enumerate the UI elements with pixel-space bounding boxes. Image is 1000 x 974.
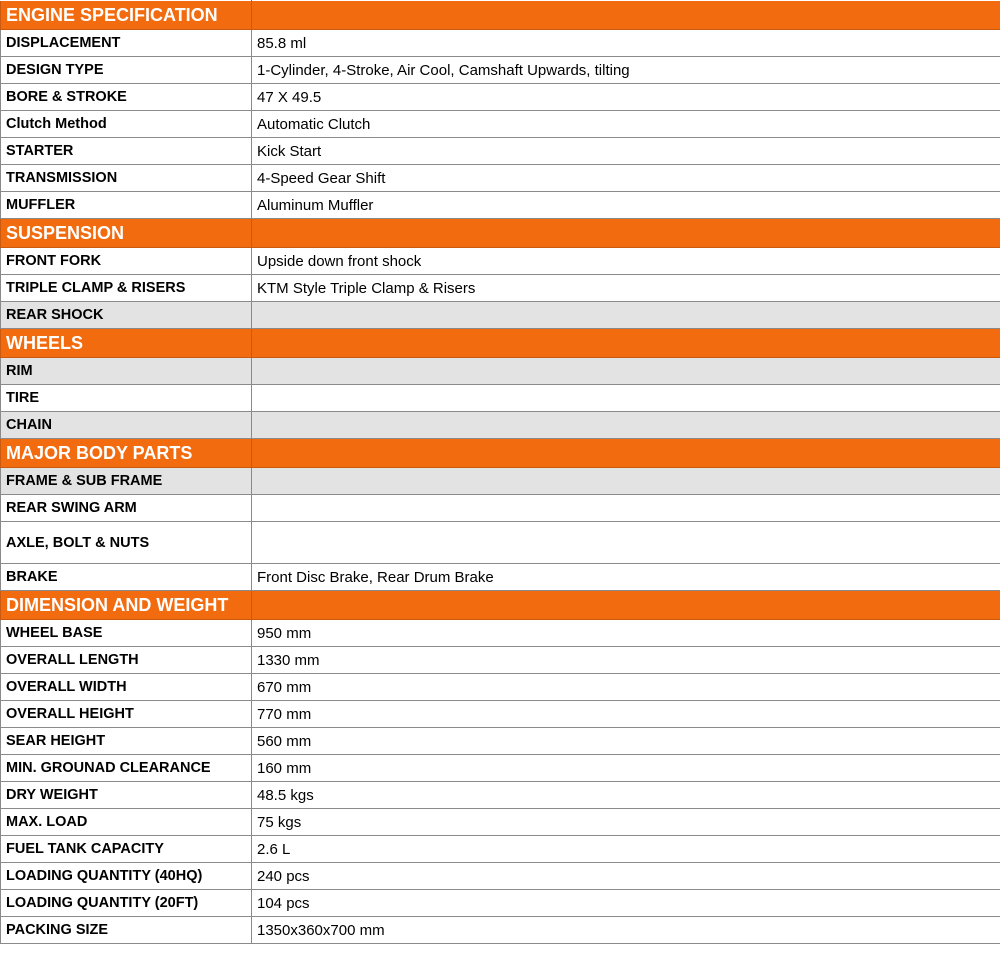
spec-value: 950 mm	[252, 620, 1000, 647]
spec-value: 75 kgs	[252, 809, 1000, 836]
section-header	[1, 219, 1000, 248]
spec-row	[1, 917, 1000, 944]
spec-row	[1, 863, 1000, 890]
section-title: ENGINE SPECIFICATION	[1, 1, 252, 30]
spec-value	[252, 358, 1000, 385]
spec-row	[1, 84, 1000, 111]
spec-value: 240 pcs	[252, 863, 1000, 890]
spec-label: CHAIN	[1, 412, 252, 439]
spec-row	[1, 30, 1000, 57]
spec-row	[1, 138, 1000, 165]
spec-row	[1, 57, 1000, 84]
spec-label: LOADING QUANTITY (20FT)	[1, 890, 252, 917]
spec-row	[1, 647, 1000, 674]
spec-label: FRONT FORK	[1, 248, 252, 275]
spec-row	[1, 564, 1000, 591]
spec-value: Aluminum Muffler	[252, 192, 1000, 219]
spec-label: OVERALL LENGTH	[1, 647, 252, 674]
spec-row	[1, 620, 1000, 647]
spec-table-body	[1, 1, 1000, 944]
spec-value: 160 mm	[252, 755, 1000, 782]
spec-label: Clutch Method	[1, 111, 252, 138]
spec-row	[1, 701, 1000, 728]
spec-label: FUEL TANK CAPACITY	[1, 836, 252, 863]
section-title: WHEELS	[1, 329, 252, 358]
spec-label: MAX. LOAD	[1, 809, 252, 836]
spec-value: KTM Style Triple Clamp & Risers	[252, 275, 1000, 302]
spec-value: Automatic Clutch	[252, 111, 1000, 138]
spec-value	[252, 495, 1000, 522]
spec-row	[1, 836, 1000, 863]
spec-label: REAR SWING ARM	[1, 495, 252, 522]
spec-row	[1, 192, 1000, 219]
spec-label: DISPLACEMENT	[1, 30, 252, 57]
spec-label: TRIPLE CLAMP & RISERS	[1, 275, 252, 302]
spec-label: MUFFLER	[1, 192, 252, 219]
section-header-blank	[252, 591, 1000, 620]
spec-label: TIRE	[1, 385, 252, 412]
spec-value: Kick Start	[252, 138, 1000, 165]
section-header-blank	[252, 439, 1000, 468]
spec-row	[1, 674, 1000, 701]
spec-label: BRAKE	[1, 564, 252, 591]
spec-value	[252, 302, 1000, 329]
section-header-blank	[252, 329, 1000, 358]
spec-label: SEAR HEIGHT	[1, 728, 252, 755]
spec-value: 2.6 L	[252, 836, 1000, 863]
spec-row	[1, 728, 1000, 755]
spec-value	[252, 412, 1000, 439]
spec-value: 670 mm	[252, 674, 1000, 701]
spec-row	[1, 468, 1000, 495]
spec-label: RIM	[1, 358, 252, 385]
section-title: SUSPENSION	[1, 219, 252, 248]
spec-row	[1, 755, 1000, 782]
spec-label: REAR SHOCK	[1, 302, 252, 329]
spec-label: WHEEL BASE	[1, 620, 252, 647]
spec-row	[1, 522, 1000, 564]
spec-label: FRAME & SUB FRAME	[1, 468, 252, 495]
spec-value: Front Disc Brake, Rear Drum Brake	[252, 564, 1000, 591]
spec-label: LOADING QUANTITY (40HQ)	[1, 863, 252, 890]
section-header	[1, 1, 1000, 30]
section-header	[1, 329, 1000, 358]
spec-row	[1, 358, 1000, 385]
spec-label: TRANSMISSION	[1, 165, 252, 192]
spec-value: 1350x360x700 mm	[252, 917, 1000, 944]
spec-row	[1, 111, 1000, 138]
spec-label: MIN. GROUNAD CLEARANCE	[1, 755, 252, 782]
spec-row	[1, 302, 1000, 329]
spec-value	[252, 385, 1000, 412]
section-header	[1, 439, 1000, 468]
spec-value: 560 mm	[252, 728, 1000, 755]
spec-row	[1, 495, 1000, 522]
section-header-blank	[252, 1, 1000, 30]
spec-label: AXLE, BOLT & NUTS	[1, 522, 252, 564]
spec-value	[252, 468, 1000, 495]
spec-value: 1-Cylinder, 4-Stroke, Air Cool, Camshaft Upwards, tilting	[252, 57, 1000, 84]
spec-row	[1, 165, 1000, 192]
section-header-blank	[252, 219, 1000, 248]
spec-row	[1, 809, 1000, 836]
spec-row	[1, 275, 1000, 302]
spec-label: OVERALL WIDTH	[1, 674, 252, 701]
spec-row	[1, 385, 1000, 412]
spec-row	[1, 412, 1000, 439]
spec-label: PACKING SIZE	[1, 917, 252, 944]
spec-row	[1, 248, 1000, 275]
spec-label: STARTER	[1, 138, 252, 165]
spec-label: OVERALL HEIGHT	[1, 701, 252, 728]
spec-label: DESIGN TYPE	[1, 57, 252, 84]
spec-value: 1330 mm	[252, 647, 1000, 674]
spec-value: Upside down front shock	[252, 248, 1000, 275]
section-title: MAJOR BODY PARTS	[1, 439, 252, 468]
section-header	[1, 591, 1000, 620]
spec-value: 4-Speed Gear Shift	[252, 165, 1000, 192]
spec-label: BORE & STROKE	[1, 84, 252, 111]
spec-row	[1, 782, 1000, 809]
spec-value: 770 mm	[252, 701, 1000, 728]
spec-value: 85.8 ml	[252, 30, 1000, 57]
spec-label: DRY WEIGHT	[1, 782, 252, 809]
spec-value: 47 X 49.5	[252, 84, 1000, 111]
spec-row	[1, 890, 1000, 917]
section-title: DIMENSION AND WEIGHT	[1, 591, 252, 620]
spec-value: 104 pcs	[252, 890, 1000, 917]
spec-value: 48.5 kgs	[252, 782, 1000, 809]
spec-value	[252, 522, 1000, 564]
